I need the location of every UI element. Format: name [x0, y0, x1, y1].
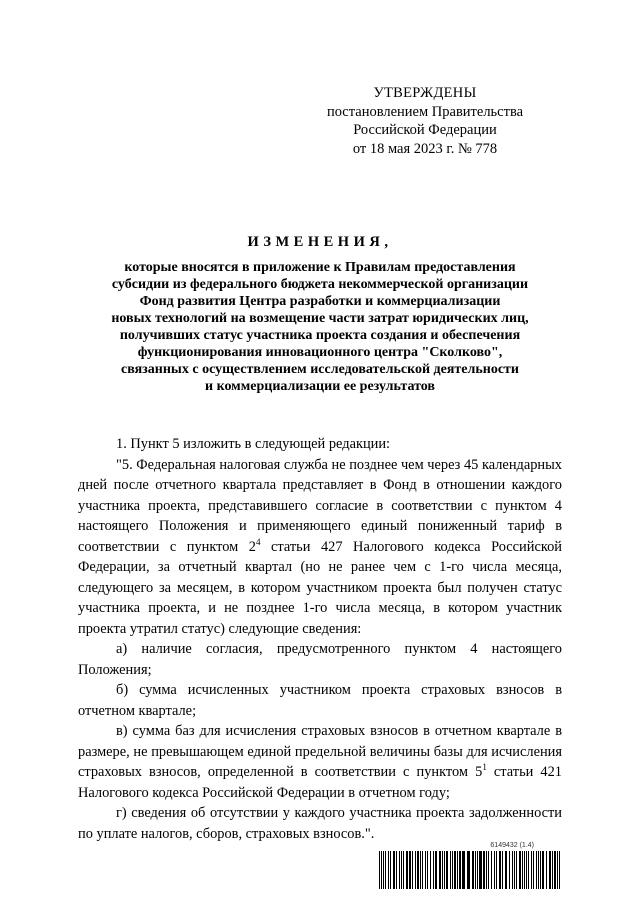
- superscript: 1: [482, 762, 487, 772]
- paragraph-text: статьи 427 Налогового кодекса Российской Федерации, за отчетный квартал (но не ранее чем с 1-го числа месяца, следующего за месяцем, в котором участником проекта был получен статус участника проекта, и не позднее 1-го числа месяца, в котором участник проекта утратил статус) следующие сведения:: [78, 538, 562, 637]
- paragraph-text: в) сумма баз для исчисления страховых взносов в отчетном квартале в размере, не превышающем единой предельной величины базы для исчисления страховых взносов, определенной в соответствии с пунктом 5: [78, 723, 562, 780]
- approved-authority-line: Российской Федерации: [353, 122, 497, 138]
- subtitle-line: и коммерциализации ее результатов: [205, 379, 435, 394]
- approved-label: УТВЕРЖДЕНЫ: [373, 85, 477, 101]
- subtitle-line: получивших статус участника проекта создания и обеспечения: [119, 328, 521, 343]
- subitem-c: [78, 721, 562, 803]
- subtitle-line: субсидии из федерального бюджета некоммерческой организации: [111, 277, 529, 292]
- approval-block: [300, 84, 550, 158]
- document-body: [78, 434, 562, 844]
- paragraph-item-5: [78, 455, 562, 640]
- approved-date-line: от 18 мая 2023 г. № 778: [352, 140, 498, 157]
- document-title: ИЗМЕНЕНИЯ,: [247, 234, 393, 250]
- subitem-a: а) наличие согласия, предусмотренного пунктом 4 настоящего Положения;: [78, 641, 562, 678]
- document-subtitle: [60, 259, 580, 395]
- superscript: 4: [255, 536, 261, 547]
- barcode-number: 6149432 (1.4): [490, 842, 534, 849]
- subtitle-line: связанных с осуществлением исследовательской деятельности: [121, 362, 519, 377]
- barcode-icon: [378, 851, 564, 889]
- subtitle-line: Фонд развития Центра разработки и коммерциализации: [139, 294, 501, 309]
- barcode-block: [378, 842, 564, 890]
- subtitle-line: новых технологий на возмещение части затрат юридических лиц,: [111, 311, 529, 326]
- subitem-b: б) сумма исчисленных участником проекта страховых взносов в отчетном квартале;: [78, 682, 562, 719]
- subtitle-line: которые вносятся в приложение к Правилам предоставления: [124, 260, 516, 275]
- subtitle-line: функционирования инновационного центра "Сколково",: [137, 345, 503, 360]
- approved-by-line: постановлением Правительства: [326, 103, 524, 120]
- paragraph-text: "5. Федеральная налоговая служба не позднее чем через 45 календарных дней после отчетного квартала представляет в Фонд в отношении каждого участника проекта, представившего согласие в соответствии с пунктом 4 настоящего Положения и применяющего единый пониженный тариф в соответствии с пунктом 2: [78, 456, 562, 555]
- paragraph-item-1: 1. Пункт 5 изложить в следующей редакции:: [116, 436, 391, 452]
- paragraph-text: статьи 421 Налогового кодекса Российской Федерации в отчетном году;: [78, 764, 563, 801]
- subitem-g: г) сведения об отсутствии у каждого участника проекта задолженности по уплате налогов, сборов, страховых взносов.".: [78, 805, 562, 842]
